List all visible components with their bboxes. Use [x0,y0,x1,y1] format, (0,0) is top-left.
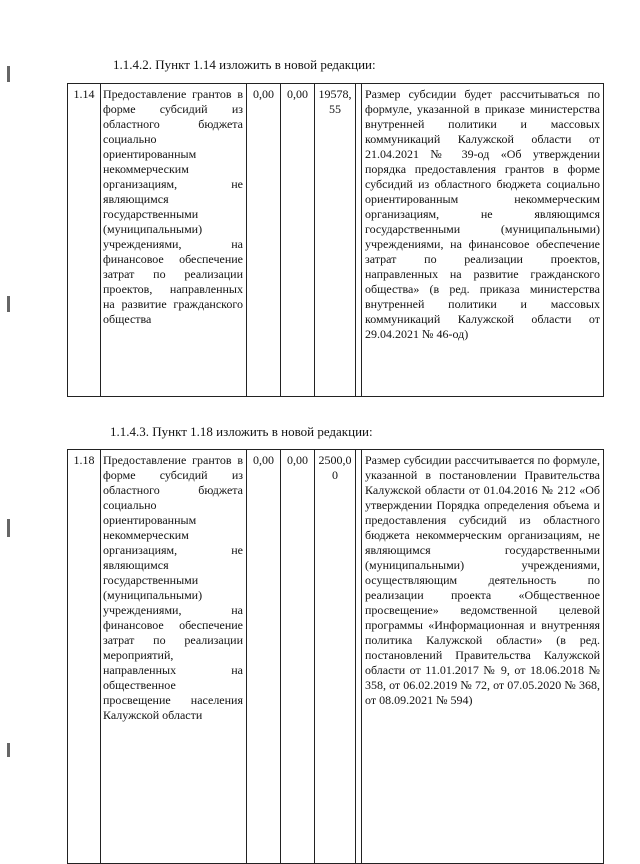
item-number: 1.18 [68,450,101,864]
value-cell-1: 0,00 [247,450,281,864]
table-row [68,450,604,864]
section-heading-1-18: 1.1.4.3. Пункт 1.18 изложить в новой редакции: [110,424,373,439]
scan-margin-mark [7,296,10,312]
value-cell-3: 19578,55 [315,84,356,397]
table-row [68,84,604,397]
section-heading-1-14: 1.1.4.2. Пункт 1.14 изложить в новой редакции: [113,57,376,72]
scan-margin-mark [7,743,10,757]
value-cell-1: 0,00 [247,84,281,397]
item-number: 1.14 [68,84,101,397]
item-description: Размер субсидии рассчитывается по формуле, указанной в постановлении Правительства Калужской области от 01.04.2016 № 212 «Об утверждении Порядка определения объема и предоставления субсидий из областного бюджета некоммерческим организациям, не являющимся государственными (муниципальными) учреждениями, осуществляющим деятельность по реализации проекта «Общественное просвещение» ведомственной целевой программы «Информационная и внутренняя политика Калужской области» (в ред. постановлений Правительства Калужской области от 11.01.2017 № 9, от 18.06.2018 № 358, от 06.02.2019 № 72, от 07.05.2020 № 368, от 08.09.2021 № 594) [362,450,604,864]
value-cell-2: 0,00 [281,84,315,397]
scan-margin-mark [7,66,10,82]
value-cell-2: 0,00 [281,450,315,864]
item-name: Предоставление грантов в форме субсидий из областного бюджета социально ориентированным некоммерческим организациям, не являющимся государственными (муниципальными) учреждениями, на финансовое обеспечение затрат по реализации проектов, направленных на развитие гражданского общества [101,84,247,397]
item-name: Предоставление грантов в форме субсидий из областного бюджета социально ориентированным некоммерческим организациям, не являющимся государственными (муниципальными) учреждениями, на финансовое обеспечение затрат по реализации мероприятий, направленных на общественное просвещение населения Калужской области [101,450,247,864]
value-cell-3: 2500,00 [315,450,356,864]
scan-margin-mark [7,519,10,537]
program-table-1-14 [67,83,604,397]
item-description: Размер субсидии будет рассчитываться по формуле, указанной в приказе министерства внутренней политики и массовых коммуникаций Калужской области от 21.04.2021 № 39-од «Об утверждении порядка предоставления грантов в форме субсидий из областного бюджета социально ориентированным некоммерческим организациям, не являющимся государственными (муниципальными) учреждениями, на финансовое обеспечение затрат по реализации проектов, направленных на развитие гражданского общества» (в ред. приказа министерства внутренней политики и массовых коммуникаций Калужской области от 29.04.2021 № 46-од) [362,84,604,397]
program-table-1-18 [67,449,604,864]
